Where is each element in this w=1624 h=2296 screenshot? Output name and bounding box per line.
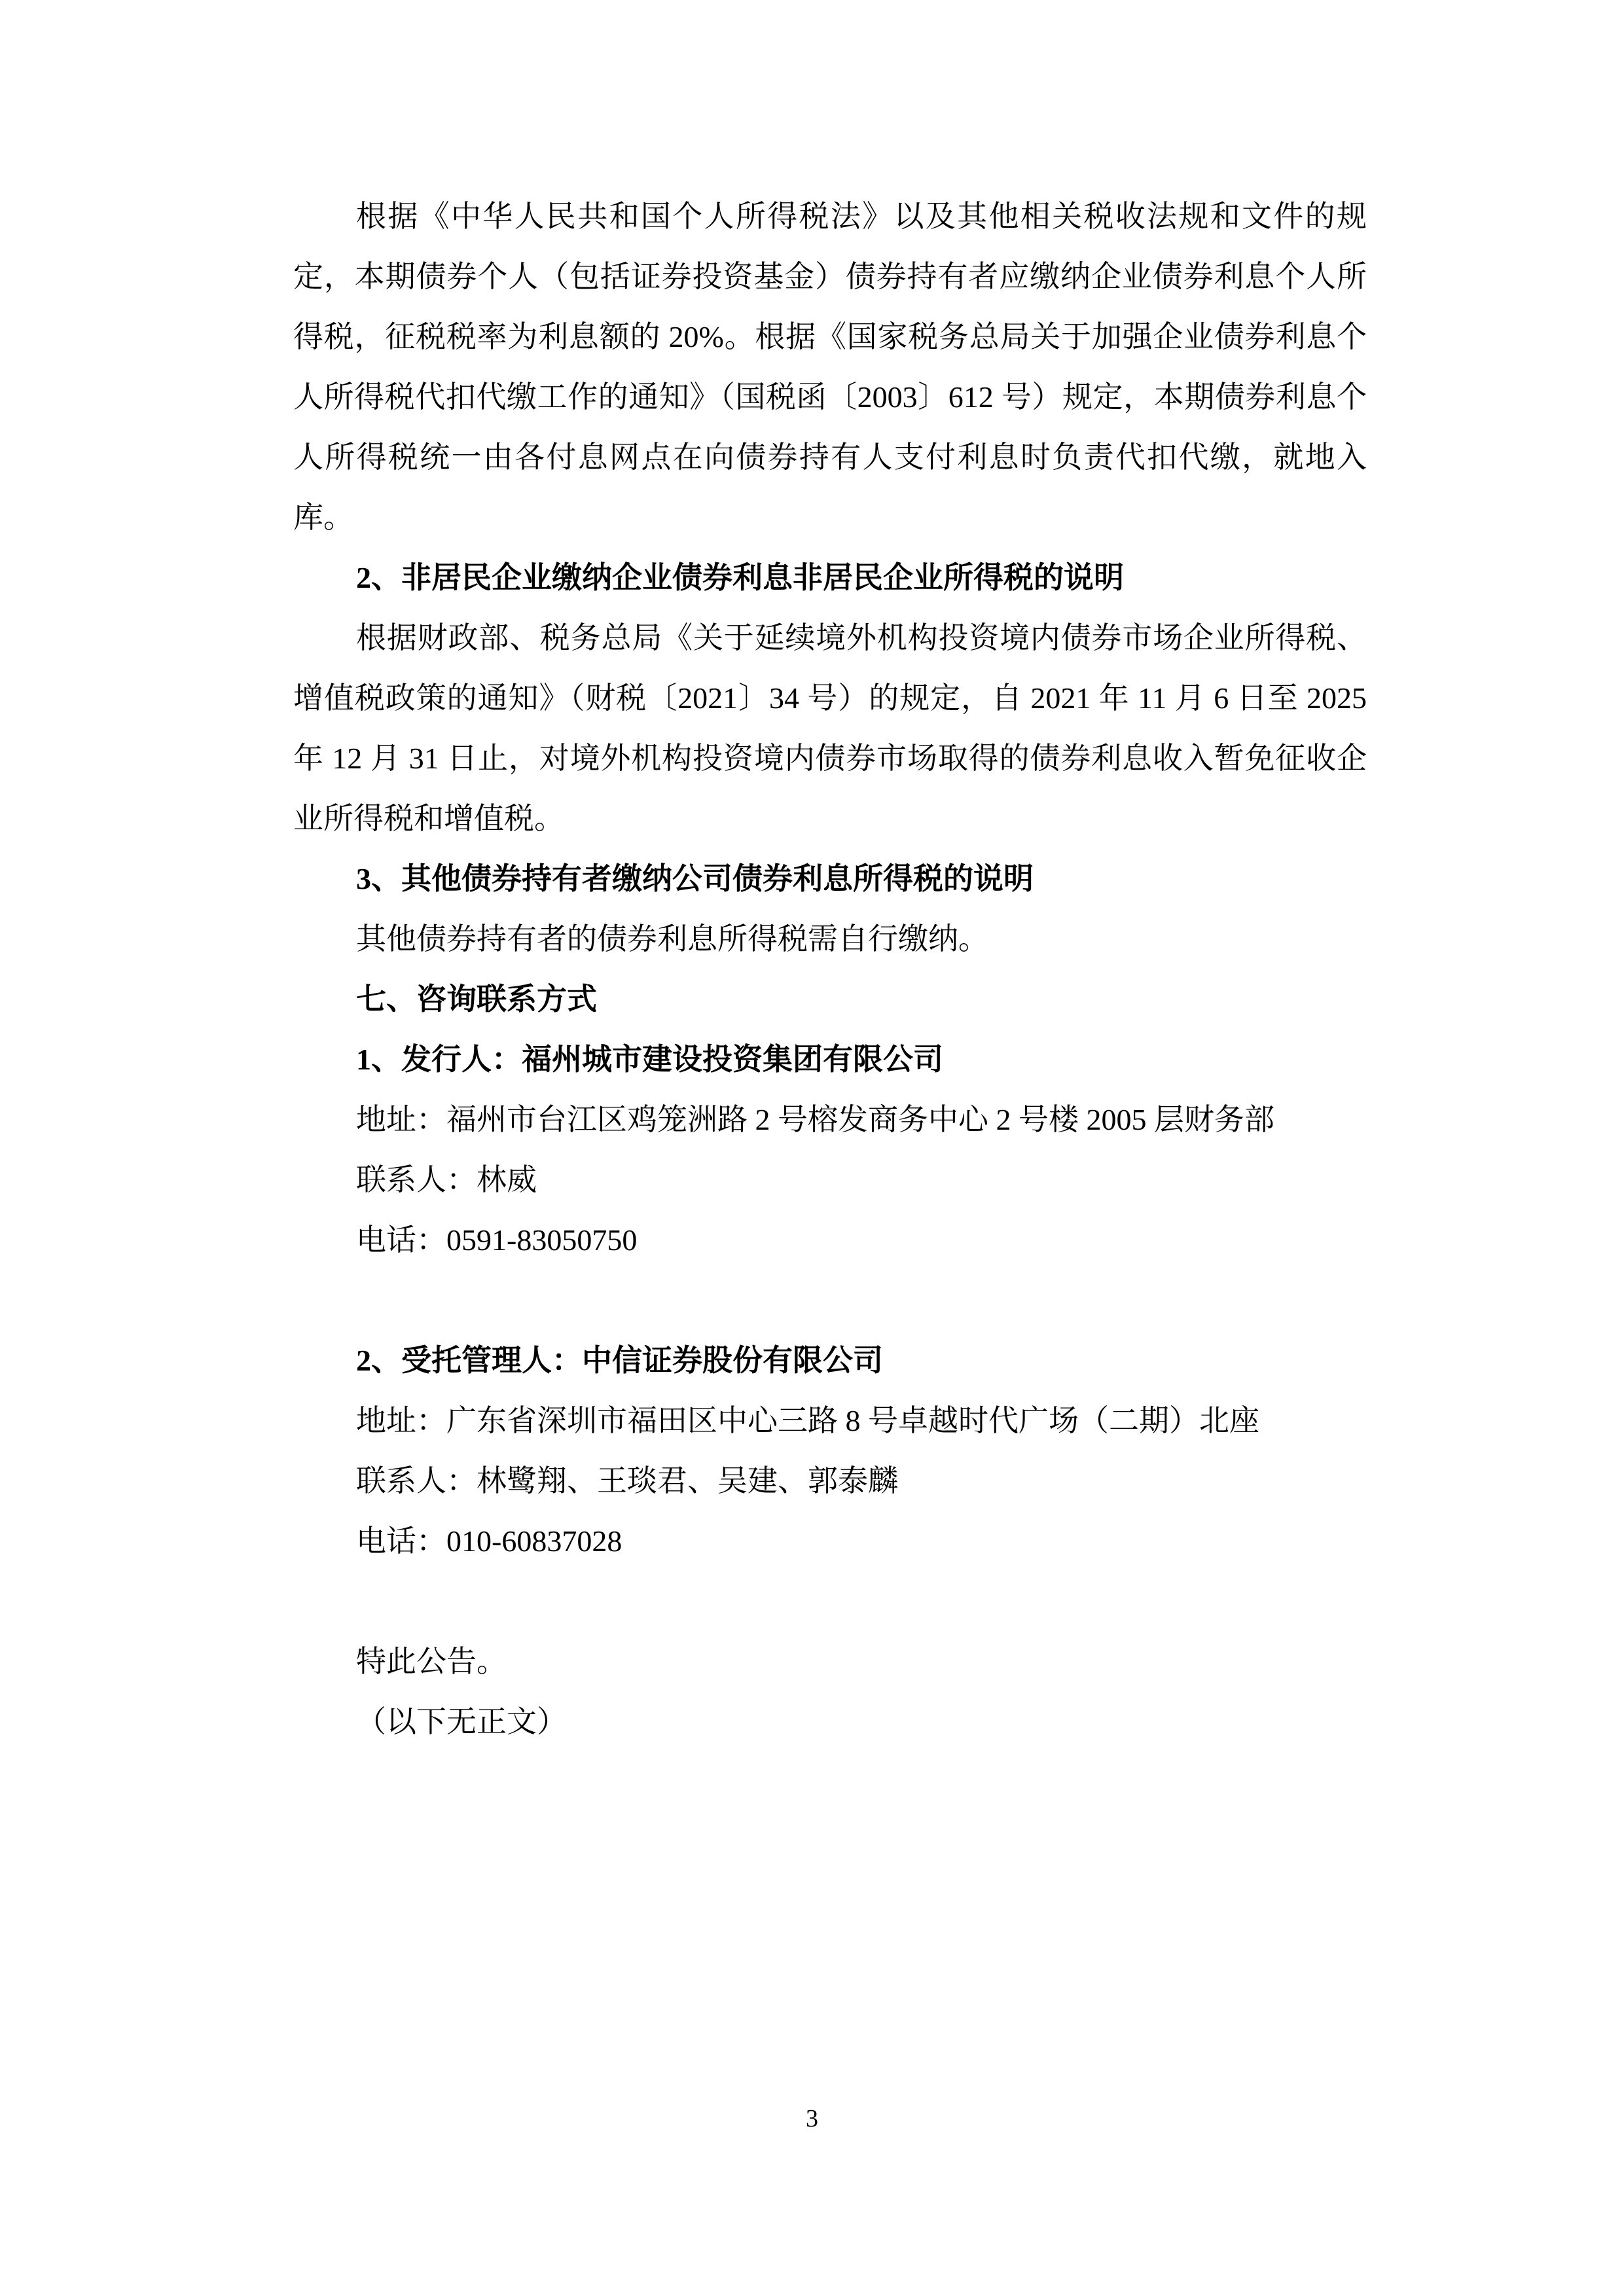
heading-nonresident-enterprise-tax: 2、非居民企业缴纳企业债券利息非居民企业所得税的说明 xyxy=(356,561,1124,594)
no-body-text-below: （以下无正文） xyxy=(356,1705,567,1738)
spacer-after-trustee xyxy=(293,1571,1367,1632)
heading-issuer: 1、发行人：福州城市建设投资集团有限公司 xyxy=(356,1043,943,1076)
heading-trustee: 2、受托管理人：中信证券股份有限公司 xyxy=(356,1344,883,1377)
page-number: 3 xyxy=(806,2105,818,2132)
announcement-closing: 特此公告。 xyxy=(356,1645,507,1678)
trustee-phone: 电话：010-60837028 xyxy=(356,1524,623,1558)
paragraph-other-bondholders-tax: 其他债券持有者的债券利息所得税需自行缴纳。 xyxy=(356,922,988,956)
trustee-contact-person: 联系人：林鹭翔、王琰君、吴建、郭泰麟 xyxy=(356,1464,898,1498)
paragraph-nonresident-enterprise-tax: 根据财政部、税务总局《关于延续境外机构投资境内债券市场企业所得税、增值税政策的通知》（财税〔2021〕34 号）的规定，自 2021 年 11 月 6 日至 2025 年 12 月 31 日止，对境外机构投资境内债券市场取得的债券利息收入暂免征收企业所得税和增值税。 xyxy=(293,621,1367,835)
issuer-address: 地址：福州市台江区鸡笼洲路 2 号榕发商务中心 2 号楼 2005 层财务部 xyxy=(356,1103,1274,1136)
issuer-phone: 电话：0591-83050750 xyxy=(356,1223,638,1257)
spacer-after-issuer xyxy=(293,1270,1367,1331)
document-body xyxy=(293,187,1367,1752)
heading-other-bondholders-tax: 3、其他债券持有者缴纳公司债券利息所得税的说明 xyxy=(356,862,1034,895)
paragraph-individual-tax: 根据《中华人民共和国个人所得税法》以及其他相关税收法规和文件的规定，本期债券个人（包括证券投资基金）债券持有者应缴纳企业债券利息个人所得税，征税税率为利息额的 20%。根据《国家税务总局关于加强企业债券利息个人所得税代扣代缴工作的通知》（国税函〔2003〕612 号）规定，本期债券利息个人所得税统一由各付息网点在向债券持有人支付利息时负责代扣代缴，就地入库。 xyxy=(293,200,1367,534)
heading-contact-information: 七、咨询联系方式 xyxy=(356,982,597,1016)
trustee-address: 地址：广东省深圳市福田区中心三路 8 号卓越时代广场（二期）北座 xyxy=(356,1404,1259,1437)
issuer-contact-person: 联系人：林威 xyxy=(356,1163,537,1196)
